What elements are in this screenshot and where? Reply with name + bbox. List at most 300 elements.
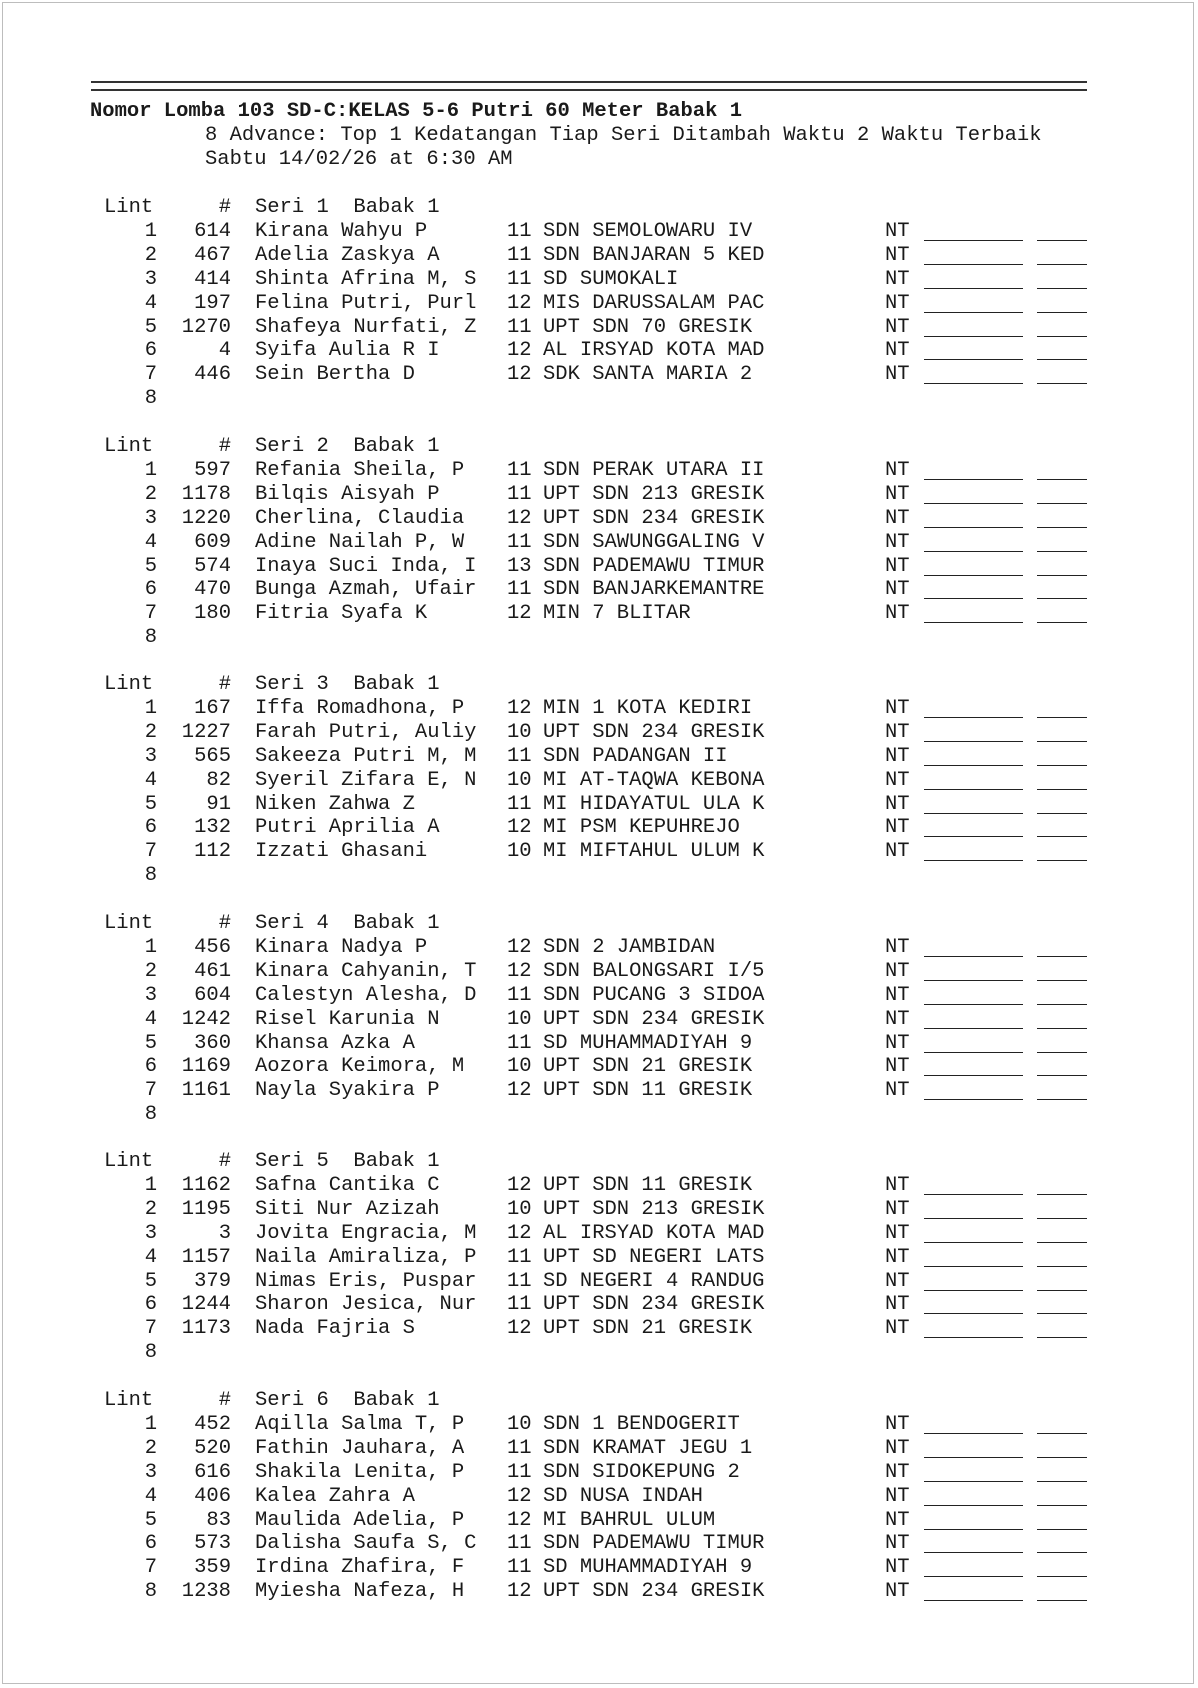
athlete-name: Bilqis Aisyah P <box>255 483 440 506</box>
place-entry-line <box>1037 264 1087 265</box>
athlete-age: 12 <box>507 1174 532 1197</box>
school-name: UPT SDN 234 GRESIK <box>543 1293 765 1316</box>
seed-time: NT <box>885 292 910 315</box>
time-entry-line <box>924 813 1023 814</box>
athlete-name: Khansa Azka A <box>255 1032 415 1055</box>
time-entry-line <box>924 1552 1023 1553</box>
lane-column-header: Lint <box>104 435 154 458</box>
seed-time: NT <box>885 1413 910 1436</box>
athlete-name: Putri Aprilia A <box>255 816 440 839</box>
seed-time: NT <box>885 1317 910 1340</box>
athlete-name: Syifa Aulia R I <box>255 339 440 362</box>
athlete-age: 12 <box>507 936 532 959</box>
athlete-name: Niken Zahwa Z <box>255 793 415 816</box>
seed-time: NT <box>885 459 910 482</box>
competitor-number: 456 <box>194 936 231 959</box>
place-entry-line <box>1037 1337 1087 1338</box>
lane-number: 4 <box>144 1485 157 1508</box>
athlete-name: Cherlina, Claudia <box>255 507 465 530</box>
time-entry-line <box>924 956 1023 957</box>
athlete-name: Siti Nur Azizah <box>255 1198 440 1221</box>
seed-time: NT <box>885 507 910 530</box>
time-entry-line <box>924 598 1023 599</box>
time-entry-line <box>924 980 1023 981</box>
time-entry-line <box>924 336 1023 337</box>
seed-time: NT <box>885 1437 910 1460</box>
competitor-number: 1220 <box>181 507 231 530</box>
athlete-age: 10 <box>507 721 532 744</box>
place-entry-line <box>1037 503 1087 504</box>
lane-number: 4 <box>144 769 157 792</box>
lane-column-header: Lint <box>104 1150 154 1173</box>
competitor-number: 1244 <box>181 1293 231 1316</box>
lane-number: 6 <box>144 339 157 362</box>
school-name: SD SUMOKALI <box>543 268 679 291</box>
time-entry-line <box>924 503 1023 504</box>
place-entry-line <box>1037 1290 1087 1291</box>
document-page <box>2 2 1194 1684</box>
athlete-age: 11 <box>507 244 532 267</box>
lane-number: 5 <box>144 793 157 816</box>
athlete-age: 12 <box>507 507 532 530</box>
place-entry-line <box>1037 575 1087 576</box>
school-name: UPT SDN 234 GRESIK <box>543 1580 765 1603</box>
school-name: MIS DARUSSALAM PAC <box>543 292 765 315</box>
athlete-name: Adine Nailah P, W <box>255 531 465 554</box>
lane-column-header: Lint <box>104 912 154 935</box>
athlete-age: 11 <box>507 531 532 554</box>
school-name: SDK SANTA MARIA 2 <box>543 363 753 386</box>
school-name: MIN 7 BLITAR <box>543 602 691 625</box>
seed-time: NT <box>885 1174 910 1197</box>
school-name: SD MUHAMMADIYAH 9 <box>543 1556 753 1579</box>
time-entry-line <box>924 1481 1023 1482</box>
school-name: MI PSM KEPUHREJO <box>543 816 740 839</box>
seed-time: NT <box>885 1485 910 1508</box>
place-entry-line <box>1037 622 1087 623</box>
place-entry-line <box>1037 1052 1087 1053</box>
time-entry-line <box>924 1457 1023 1458</box>
competitor-number: 132 <box>194 816 231 839</box>
athlete-name: Sakeeza Putri M, M <box>255 745 477 768</box>
event-datetime: Sabtu 14/02/26 at 6:30 AM <box>205 148 513 171</box>
athlete-name: Iffa Romadhona, P <box>255 697 465 720</box>
lane-number: 5 <box>144 1509 157 1532</box>
lane-number: 1 <box>144 220 157 243</box>
seed-time: NT <box>885 769 910 792</box>
seed-time: NT <box>885 1270 910 1293</box>
lane-number: 4 <box>144 1246 157 1269</box>
seed-time: NT <box>885 1055 910 1078</box>
athlete-name: Kirana Wahyu P <box>255 220 428 243</box>
athlete-name: Shakila Lenita, P <box>255 1461 465 1484</box>
athlete-age: 12 <box>507 1580 532 1603</box>
athlete-age: 12 <box>507 960 532 983</box>
school-name: SDN PADANGAN II <box>543 745 728 768</box>
lane-number: 5 <box>144 555 157 578</box>
seed-time: NT <box>885 363 910 386</box>
lane-number: 5 <box>144 1270 157 1293</box>
place-entry-line <box>1037 765 1087 766</box>
seed-time: NT <box>885 578 910 601</box>
place-entry-line <box>1037 1552 1087 1553</box>
athlete-name: Izzati Ghasani <box>255 840 428 863</box>
seed-time: NT <box>885 244 910 267</box>
athlete-age: 11 <box>507 1532 532 1555</box>
competitor-number: 573 <box>194 1532 231 1555</box>
athlete-name: Kalea Zahra A <box>255 1485 415 1508</box>
competitor-number: 1238 <box>181 1580 231 1603</box>
school-name: AL IRSYAD KOTA MAD <box>543 339 765 362</box>
athlete-name: Dalisha Saufa S, C <box>255 1532 477 1555</box>
place-entry-line <box>1037 1075 1087 1076</box>
athlete-age: 11 <box>507 483 532 506</box>
lane-number: 2 <box>144 960 157 983</box>
athlete-age: 12 <box>507 363 532 386</box>
competitor-number: 446 <box>194 363 231 386</box>
athlete-name: Naila Amiraliza, P <box>255 1246 477 1269</box>
heat-label: Seri 5 Babak 1 <box>255 1150 440 1173</box>
seed-time: NT <box>885 1008 910 1031</box>
athlete-name: Syeril Zifara E, N <box>255 769 477 792</box>
competitor-number: 565 <box>194 745 231 768</box>
athlete-age: 11 <box>507 268 532 291</box>
time-entry-line <box>924 1313 1023 1314</box>
time-entry-line <box>924 1337 1023 1338</box>
time-entry-line <box>924 264 1023 265</box>
time-entry-line <box>924 1433 1023 1434</box>
school-name: UPT SDN 213 GRESIK <box>543 483 765 506</box>
competitor-number: 1169 <box>181 1055 231 1078</box>
competitor-number: 1178 <box>181 483 231 506</box>
athlete-age: 11 <box>507 745 532 768</box>
time-entry-line <box>924 1242 1023 1243</box>
place-entry-line <box>1037 336 1087 337</box>
place-entry-line <box>1037 383 1087 384</box>
place-entry-line <box>1037 860 1087 861</box>
lane-number: 7 <box>144 1556 157 1579</box>
competitor-number: 1161 <box>181 1079 231 1102</box>
place-entry-line <box>1037 1028 1087 1029</box>
place-entry-line <box>1037 1576 1087 1577</box>
competitor-number: 614 <box>194 220 231 243</box>
place-entry-line <box>1037 980 1087 981</box>
school-name: SDN PUCANG 3 SIDOA <box>543 984 765 1007</box>
athlete-age: 13 <box>507 555 532 578</box>
athlete-name: Jovita Engracia, M <box>255 1222 477 1245</box>
athlete-name: Nimas Eris, Puspar <box>255 1270 477 1293</box>
competitor-number: 359 <box>194 1556 231 1579</box>
seed-time: NT <box>885 816 910 839</box>
seed-time: NT <box>885 1293 910 1316</box>
place-entry-line <box>1037 359 1087 360</box>
athlete-age: 11 <box>507 578 532 601</box>
place-entry-line <box>1037 288 1087 289</box>
time-entry-line <box>924 288 1023 289</box>
lane-number: 6 <box>144 1532 157 1555</box>
competitor-number: 379 <box>194 1270 231 1293</box>
athlete-name: Sharon Jesica, Nur <box>255 1293 477 1316</box>
lane-number: 2 <box>144 1437 157 1460</box>
athlete-age: 12 <box>507 339 532 362</box>
seed-time: NT <box>885 960 910 983</box>
athlete-age: 11 <box>507 984 532 1007</box>
lane-number: 6 <box>144 1055 157 1078</box>
athlete-age: 11 <box>507 1246 532 1269</box>
seed-time: NT <box>885 697 910 720</box>
athlete-age: 11 <box>507 1461 532 1484</box>
competitor-number: 520 <box>194 1437 231 1460</box>
seed-time: NT <box>885 1532 910 1555</box>
time-entry-line <box>924 836 1023 837</box>
competitor-number: 180 <box>194 602 231 625</box>
lane-number: 2 <box>144 244 157 267</box>
competitor-number: 83 <box>206 1509 231 1532</box>
school-name: MI MIFTAHUL ULUM K <box>543 840 765 863</box>
place-entry-line <box>1037 717 1087 718</box>
competitor-number: 1195 <box>181 1198 231 1221</box>
time-entry-line <box>924 575 1023 576</box>
school-name: SD NUSA INDAH <box>543 1485 703 1508</box>
seed-time: NT <box>885 745 910 768</box>
place-entry-line <box>1037 813 1087 814</box>
lane-number: 3 <box>144 1222 157 1245</box>
lane-number: 7 <box>144 1079 157 1102</box>
school-name: SDN 2 JAMBIDAN <box>543 936 716 959</box>
lane-number: 2 <box>144 721 157 744</box>
seed-time: NT <box>885 339 910 362</box>
competitor-number: 3 <box>218 1222 231 1245</box>
competitor-number: 4 <box>218 339 231 362</box>
athlete-age: 12 <box>507 292 532 315</box>
athlete-age: 11 <box>507 316 532 339</box>
lane-number: 3 <box>144 984 157 1007</box>
competitor-number: 167 <box>194 697 231 720</box>
place-entry-line <box>1037 836 1087 837</box>
competitor-number: 360 <box>194 1032 231 1055</box>
athlete-age: 11 <box>507 793 532 816</box>
lane-number: 8 <box>144 864 157 887</box>
seed-time: NT <box>885 1032 910 1055</box>
school-name: SDN SEMOLOWARU IV <box>543 220 753 243</box>
time-entry-line <box>924 1529 1023 1530</box>
competitor-number: 609 <box>194 531 231 554</box>
athlete-name: Inaya Suci Inda, I <box>255 555 477 578</box>
school-name: UPT SDN 234 GRESIK <box>543 721 765 744</box>
athlete-name: Kinara Nadya P <box>255 936 428 959</box>
competitor-number: 574 <box>194 555 231 578</box>
lane-number: 8 <box>144 626 157 649</box>
athlete-age: 10 <box>507 1008 532 1031</box>
competitor-number: 467 <box>194 244 231 267</box>
lane-number: 2 <box>144 1198 157 1221</box>
athlete-name: Bunga Azmah, Ufair <box>255 578 477 601</box>
place-entry-line <box>1037 1433 1087 1434</box>
time-entry-line <box>924 1194 1023 1195</box>
athlete-name: Sein Bertha D <box>255 363 415 386</box>
lane-number: 3 <box>144 507 157 530</box>
school-name: UPT SDN 213 GRESIK <box>543 1198 765 1221</box>
lane-number: 2 <box>144 483 157 506</box>
lane-number: 5 <box>144 316 157 339</box>
place-entry-line <box>1037 1242 1087 1243</box>
place-entry-line <box>1037 741 1087 742</box>
time-entry-line <box>924 479 1023 480</box>
lane-number: 1 <box>144 459 157 482</box>
lane-number: 8 <box>144 1341 157 1364</box>
competitor-number: 414 <box>194 268 231 291</box>
seed-time: NT <box>885 483 910 506</box>
competitor-number: 597 <box>194 459 231 482</box>
athlete-name: Aozora Keimora, M <box>255 1055 465 1078</box>
school-name: SDN 1 BENDOGERIT <box>543 1413 740 1436</box>
competitor-number: 82 <box>206 769 231 792</box>
athlete-age: 10 <box>507 769 532 792</box>
seed-time: NT <box>885 1509 910 1532</box>
place-entry-line <box>1037 1004 1087 1005</box>
school-name: SDN BANJARKEMANTRE <box>543 578 765 601</box>
number-column-header: # <box>218 196 231 219</box>
athlete-age: 12 <box>507 602 532 625</box>
school-name: MIN 1 KOTA KEDIRI <box>543 697 753 720</box>
competitor-number: 197 <box>194 292 231 315</box>
advance-rule: 8 Advance: Top 1 Kedatangan Tiap Seri Ditambah Waktu 2 Waktu Terbaik <box>205 124 1042 147</box>
place-entry-line <box>1037 479 1087 480</box>
seed-time: NT <box>885 555 910 578</box>
lane-number: 4 <box>144 531 157 554</box>
athlete-age: 12 <box>507 1079 532 1102</box>
athlete-age: 11 <box>507 459 532 482</box>
school-name: MI BAHRUL ULUM <box>543 1509 716 1532</box>
athlete-name: Safna Cantika C <box>255 1174 440 1197</box>
time-entry-line <box>924 240 1023 241</box>
time-entry-line <box>924 789 1023 790</box>
seed-time: NT <box>885 840 910 863</box>
time-entry-line <box>924 1290 1023 1291</box>
lane-number: 1 <box>144 936 157 959</box>
athlete-name: Calestyn Alesha, D <box>255 984 477 1007</box>
lane-number: 7 <box>144 602 157 625</box>
place-entry-line <box>1037 1194 1087 1195</box>
competitor-number: 1162 <box>181 1174 231 1197</box>
place-entry-line <box>1037 1600 1087 1601</box>
athlete-age: 11 <box>507 1032 532 1055</box>
lane-number: 4 <box>144 1008 157 1031</box>
school-name: SDN BANJARAN 5 KED <box>543 244 765 267</box>
lane-number: 7 <box>144 840 157 863</box>
time-entry-line <box>924 765 1023 766</box>
lane-number: 1 <box>144 1174 157 1197</box>
place-entry-line <box>1037 1529 1087 1530</box>
competitor-number: 91 <box>206 793 231 816</box>
time-entry-line <box>924 1075 1023 1076</box>
number-column-header: # <box>218 1389 231 1412</box>
athlete-age: 11 <box>507 1270 532 1293</box>
athlete-age: 12 <box>507 1317 532 1340</box>
school-name: MI AT-TAQWA KEBONA <box>543 769 765 792</box>
athlete-name: Fathin Jauhara, A <box>255 1437 465 1460</box>
school-name: SD NEGERI 4 RANDUG <box>543 1270 765 1293</box>
place-entry-line <box>1037 1099 1087 1100</box>
athlete-name: Refania Sheila, P <box>255 459 465 482</box>
seed-time: NT <box>885 602 910 625</box>
seed-time: NT <box>885 1198 910 1221</box>
lane-number: 6 <box>144 578 157 601</box>
school-name: SDN KRAMAT JEGU 1 <box>543 1437 753 1460</box>
time-entry-line <box>924 741 1023 742</box>
athlete-age: 12 <box>507 1222 532 1245</box>
athlete-name: Farah Putri, Auliy <box>255 721 477 744</box>
heat-label: Seri 2 Babak 1 <box>255 435 440 458</box>
heat-label: Seri 4 Babak 1 <box>255 912 440 935</box>
school-name: SDN PERAK UTARA II <box>543 459 765 482</box>
school-name: SDN PADEMAWU TIMUR <box>543 555 765 578</box>
time-entry-line <box>924 622 1023 623</box>
time-entry-line <box>924 1218 1023 1219</box>
lane-number: 7 <box>144 1317 157 1340</box>
competitor-number: 112 <box>194 840 231 863</box>
time-entry-line <box>924 551 1023 552</box>
lane-number: 5 <box>144 1032 157 1055</box>
school-name: UPT SDN 11 GRESIK <box>543 1174 753 1197</box>
seed-time: NT <box>885 268 910 291</box>
place-entry-line <box>1037 240 1087 241</box>
heat-label: Seri 1 Babak 1 <box>255 196 440 219</box>
school-name: UPT SDN 21 GRESIK <box>543 1317 753 1340</box>
school-name: SD MUHAMMADIYAH 9 <box>543 1032 753 1055</box>
athlete-name: Risel Karunia N <box>255 1008 440 1031</box>
school-name: UPT SDN 70 GRESIK <box>543 316 753 339</box>
lane-number: 3 <box>144 745 157 768</box>
seed-time: NT <box>885 316 910 339</box>
lane-number: 6 <box>144 1293 157 1316</box>
place-entry-line <box>1037 1266 1087 1267</box>
athlete-name: Fitria Syafa K <box>255 602 428 625</box>
competitor-number: 616 <box>194 1461 231 1484</box>
lane-number: 3 <box>144 268 157 291</box>
athlete-age: 12 <box>507 1509 532 1532</box>
lane-number: 1 <box>144 697 157 720</box>
athlete-name: Aqilla Salma T, P <box>255 1413 465 1436</box>
time-entry-line <box>924 383 1023 384</box>
seed-time: NT <box>885 1556 910 1579</box>
competitor-number: 1270 <box>181 316 231 339</box>
place-entry-line <box>1037 551 1087 552</box>
lane-number: 7 <box>144 363 157 386</box>
lane-number: 6 <box>144 816 157 839</box>
seed-time: NT <box>885 721 910 744</box>
athlete-age: 10 <box>507 1055 532 1078</box>
competitor-number: 1157 <box>181 1246 231 1269</box>
lane-number: 1 <box>144 1413 157 1436</box>
school-name: SDN BALONGSARI I/5 <box>543 960 765 983</box>
time-entry-line <box>924 860 1023 861</box>
athlete-name: Nayla Syakira P <box>255 1079 440 1102</box>
athlete-age: 11 <box>507 1556 532 1579</box>
seed-time: NT <box>885 1246 910 1269</box>
number-column-header: # <box>218 435 231 458</box>
competitor-number: 452 <box>194 1413 231 1436</box>
lane-number: 8 <box>144 1103 157 1126</box>
lane-column-header: Lint <box>104 673 154 696</box>
school-name: UPT SD NEGERI LATS <box>543 1246 765 1269</box>
seed-time: NT <box>885 793 910 816</box>
place-entry-line <box>1037 789 1087 790</box>
seed-time: NT <box>885 1580 910 1603</box>
athlete-name: Felina Putri, Purl <box>255 292 477 315</box>
time-entry-line <box>924 1052 1023 1053</box>
lane-number: 4 <box>144 292 157 315</box>
